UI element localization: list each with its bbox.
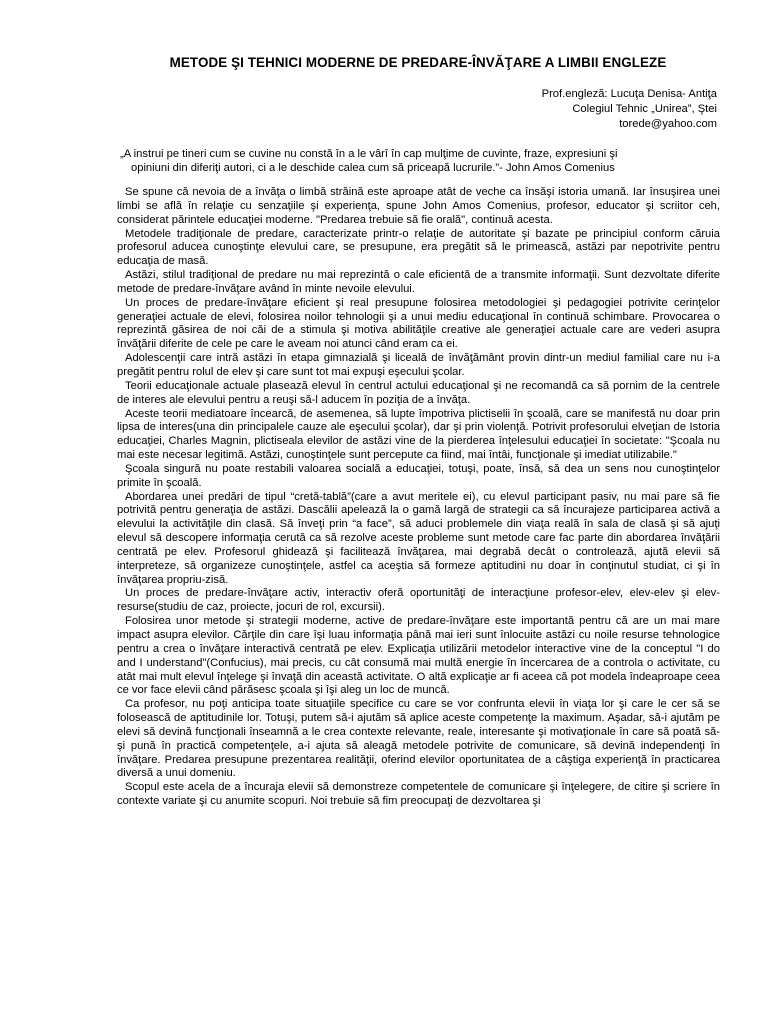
paragraph: Adolescenţii care intră astăzi în etapa gimnazială şi liceală de învăţământ provin dintr-un mediul familial care nu i-a pregătit pentru rolul de elev şi care sunt tot mai expuşi eşecului şcolar. — [117, 352, 720, 378]
quote-line: „A instrui pe tineri cum se cuvine nu constă în a le vârî în cap mulţime de cuvinte, fraze, expresiuni şi — [120, 148, 618, 160]
quote-line: opiniuni din diferiţi autori, ci a le deschide calea cum să priceapă lucrurile.”- John Amos Comenius — [131, 162, 615, 174]
author-name: Prof.engleză: Lucuţa Denisa- Antiţa — [541, 88, 717, 100]
author-school: Colegiul Tehnic „Unirea”, Ştei — [572, 103, 717, 115]
paragraph: Metodele tradiţionale de predare, caracterizate printr-o relaţie de autoritate şi bazate pe principiul conform căruia profesorul aducea cunoştinţe elevului care, se presupune, era pregătit să le primească, astăzi par nepotrivite pentru educaţia de masă. — [117, 227, 720, 268]
paragraph: Un proces de predare-învăţare activ, interactiv oferă oportunităţi de interacţiune profesor-elev, elev-elev şi elev-resurse(studiu de caz, proiecte, jocuri de rol, excursii). — [117, 587, 720, 614]
paragraph: Se spune că nevoia de a învăţa o limbă străină este aproape atât de veche ca însăşi istoria umană. Iar însuşirea unei limbi se află în relaţie cu senzaţiile şi experienţa, spune John Amos Comenius, profesor, educator şi scriitor ceh, considerat părintele educaţiei moderne. "Predarea trebuie să fie orală", continuă acesta. — [117, 186, 720, 226]
paragraph: Astăzi, stilul tradiţional de predare nu mai reprezintă o cale eficientă de a transmite informaţii. Sunt dezvoltate diferite metode de predare-învăţare având în minte nevoile elevului. — [117, 269, 720, 295]
paragraph: Folosirea unor metode şi strategii moderne, active de predare-învăţare este importantă pentru că are un mai mare impact asupra elevilor. Cărţile din care îşi luau informaţia până mai ieri sunt înlocuite astăzi cu noile resurse tehnologice pentru a crea o învăţare interactivă centrată pe elev. Explicaţia utilizării metodelor interactive vine de la conceptul "I do and I understand"(Confucius), mai precis, cu cât consumă mai multă energie în încercarea de a controla o activitate, cu atât mai mult elevul înţelege şi învaţă din această activitate. O altă explicaţie ar fi aceea că pot modela îndeaproape ceea ce vor face elevii când părăsesc şcoala şi îşi aleg un loc de muncă. — [117, 615, 720, 697]
author-block — [542, 87, 717, 132]
paragraph: Ca profesor, nu poţi anticipa toate situaţiile specifice cu care se vor confrunta elevii în viaţa lor şi care le cer să se folosească de aptitudinile lor. Totuşi, putem să-i ajutăm să aplice aceste competenţe la maximum. Aşadar, să-i ajutăm pe elevi să devină funcţionali înseamnă a le crea contexte relevante, reale, interesante şi motivaţionale în care să poată să-şi pună în practică competenţele, a-i ajuta să aleagă metodele potrivite de comunicare, să devină independenţi în învăţare. Predarea presupune prezentarea realităţii, oferind elevilor oportunitatea de a câştiga experienţă în practicarea diversă a unui domeniu. — [117, 698, 720, 780]
paragraph: Aceste teorii mediatoare încearcă, de asemenea, să lupte împotriva plictiselii în şcoală, care se manifestă nu doar prin lipsa de interes(una din principalele cauze ale eşecului şcolar), dar şi prin violenţă. Potrivit profesorului elveţian de Istoria educaţiei, Charles Magnin, plictiseala elevilor de astăzi vine de la pierderea înţelesului educaţiei în societate: "Şcoala nu mai este necesar legitimă. Astăzi, cunoştinţele sunt percepute ca fiind, mai întâi, funcţionale şi imediat utilizabile." — [117, 407, 720, 462]
paragraph: Scopul este acela de a încuraja elevii să demonstreze competentele de comunicare şi înţelegere, de citire şi scriere în contexte variate şi cu anumite scopuri. Noi trebuie să fim preocupaţi de dezvoltarea şi — [117, 781, 720, 808]
author-email: torede@yahoo.com — [619, 118, 717, 130]
document-title: METODE ŞI TEHNICI MODERNE DE PREDARE-ÎNVĂŢARE A LIMBII ENGLEZE — [169, 55, 667, 70]
epigraph-quote — [120, 147, 720, 175]
paragraph: Şcoala singură nu poate restabili valoarea socială a educaţiei, totuşi, poate, însă, să dea un sens nou cunoştinţelor primite în şcoală. — [117, 462, 720, 489]
paragraph: Un proces de predare-învăţare eficient şi real presupune folosirea metodologiei şi pedagogiei potrivite cerinţelor generaţiei actuale de elevi, folosirea noilor tehnologii şi a unui mediu educaţional în continuă schimbare. Provocarea o reprezintă găsirea de noi căi de a stimula şi motiva abilităţile creative ale generaţiei actuale care are vederi asupra învăţării diferite de cele pe care le aveam noi atunci când eram ca ei. — [117, 296, 720, 351]
paragraph: Abordarea unei predări de tipul “cretă-tablă”(care a avut meritele ei), cu elevul participant pasiv, nu mai pare să fie potrivită pentru generaţia de astăzi. Dascălii apelează la o gamă largă de strategii ca să încurajeze participarea activă a elevului la activităţile din clasă. Să înveţi prin “a face”, să aduci problemele din viaţa reală în sala de clasă şi să ajuţi elevul să descopere informaţia cerută ca să rezolve aceste probleme sunt metode care fac parte din abordarea învăţării centrată pe elev. Profesorul ghidează şi facilitează învăţarea, mai degrabă decât o controlează, ajută elevii să interpreteze, să organizeze cunoştinţele, astfel ca aceştia să formeze aptitudini nu doar în conţinutul studiat, ci şi în învăţarea propriu-zisă. — [117, 490, 720, 586]
body-text — [117, 186, 720, 809]
paragraph: Teorii educaţionale actuale plasează elevul în centrul actului educaţional şi ne recomandă ca să pornim de la centrele de interes ale elevului pentru a reuşi să-l aducem în poziţia de a învăţa. — [117, 379, 720, 406]
